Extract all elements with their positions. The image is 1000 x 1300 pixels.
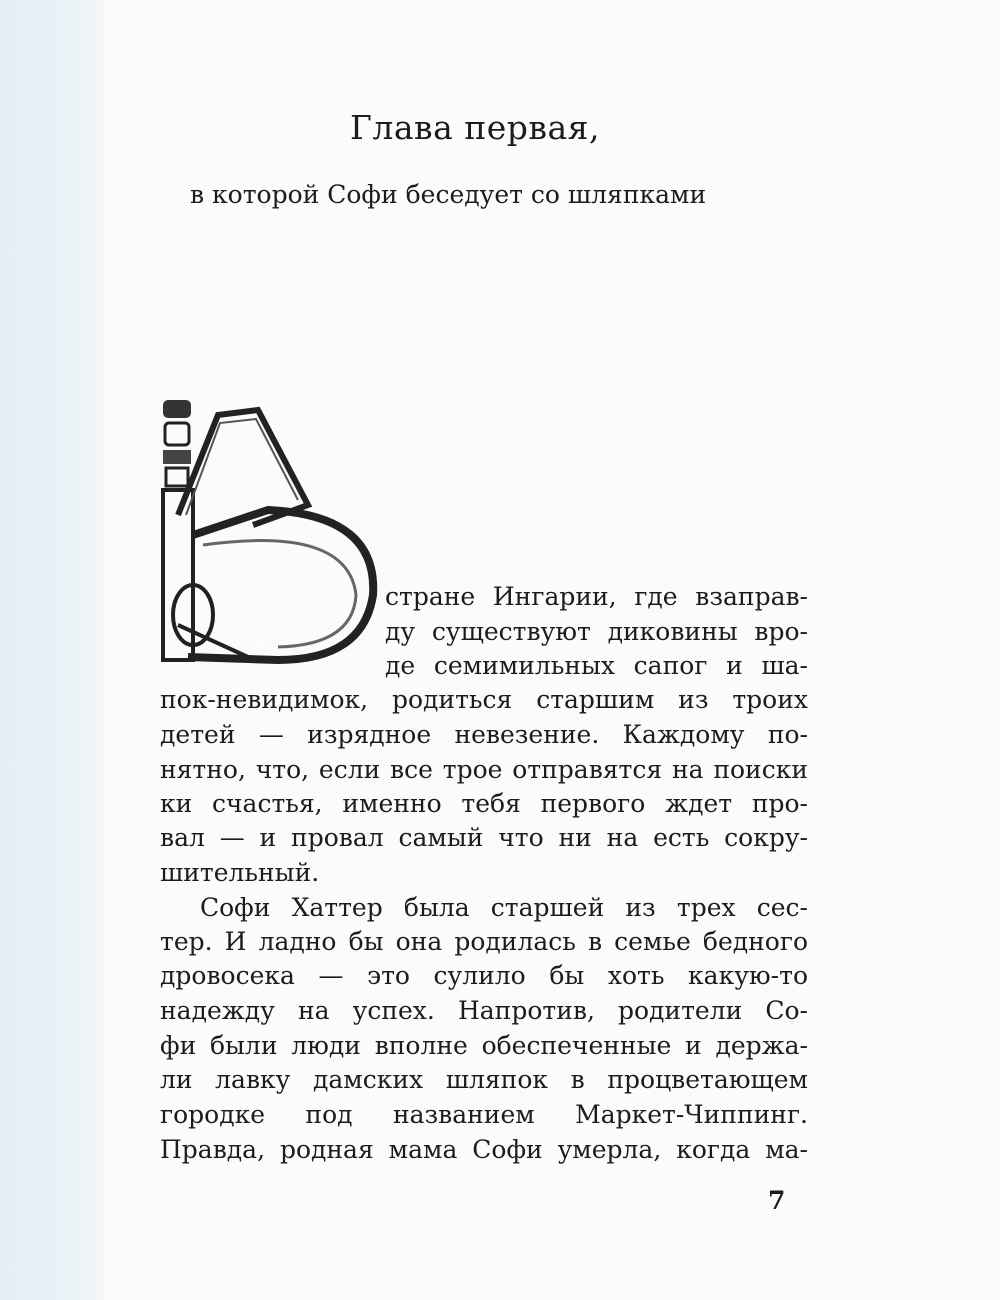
text-line: де семимильных сапог и ша- [385,651,808,680]
text-line: ки счастья, именно тебя первого ждет про- [160,789,808,818]
text-line: Софи Хаттер была старшей из трех сес- [200,893,808,922]
chapter-title: Глава первая, [350,108,600,147]
text-line: шительный. [160,858,320,887]
text-line: стране Ингарии, где взаправ- [385,582,808,611]
page-number: 7 [768,1186,786,1215]
text-line: фи были люди вполне обеспеченные и держа- [160,1031,808,1060]
text-line: пок-невидимок, родиться старшим из троих [160,685,808,714]
text-line: тер. И ладно бы она родилась в семье бедного [160,927,808,956]
drop-cap-letter: В [258,637,266,648]
text-line: детей — изрядное невезение. Каждому по- [160,720,808,749]
scan-edge [0,0,104,1300]
text-line: городке под названием Маркет-Чиппинг. [160,1100,808,1129]
text-line: Правда, родная мама Софи умерла, когда ма- [160,1135,808,1164]
drop-cap-illustration [158,395,388,665]
text-line: нятно, что, если все трое отправятся на поиски [160,755,808,784]
text-line: вал — и провал самый что ни на есть сокру- [160,823,808,852]
text-line: ли лавку дамских шляпок в процветающем [160,1065,808,1094]
text-line: надежду на успех. Напротив, родители Со- [160,996,808,1025]
text-line: дровосека — это сулило бы хоть какую-то [160,961,808,990]
text-line: ду существуют диковины вро- [385,617,808,646]
chapter-subtitle: в которой Софи беседует со шляпками [190,180,707,209]
